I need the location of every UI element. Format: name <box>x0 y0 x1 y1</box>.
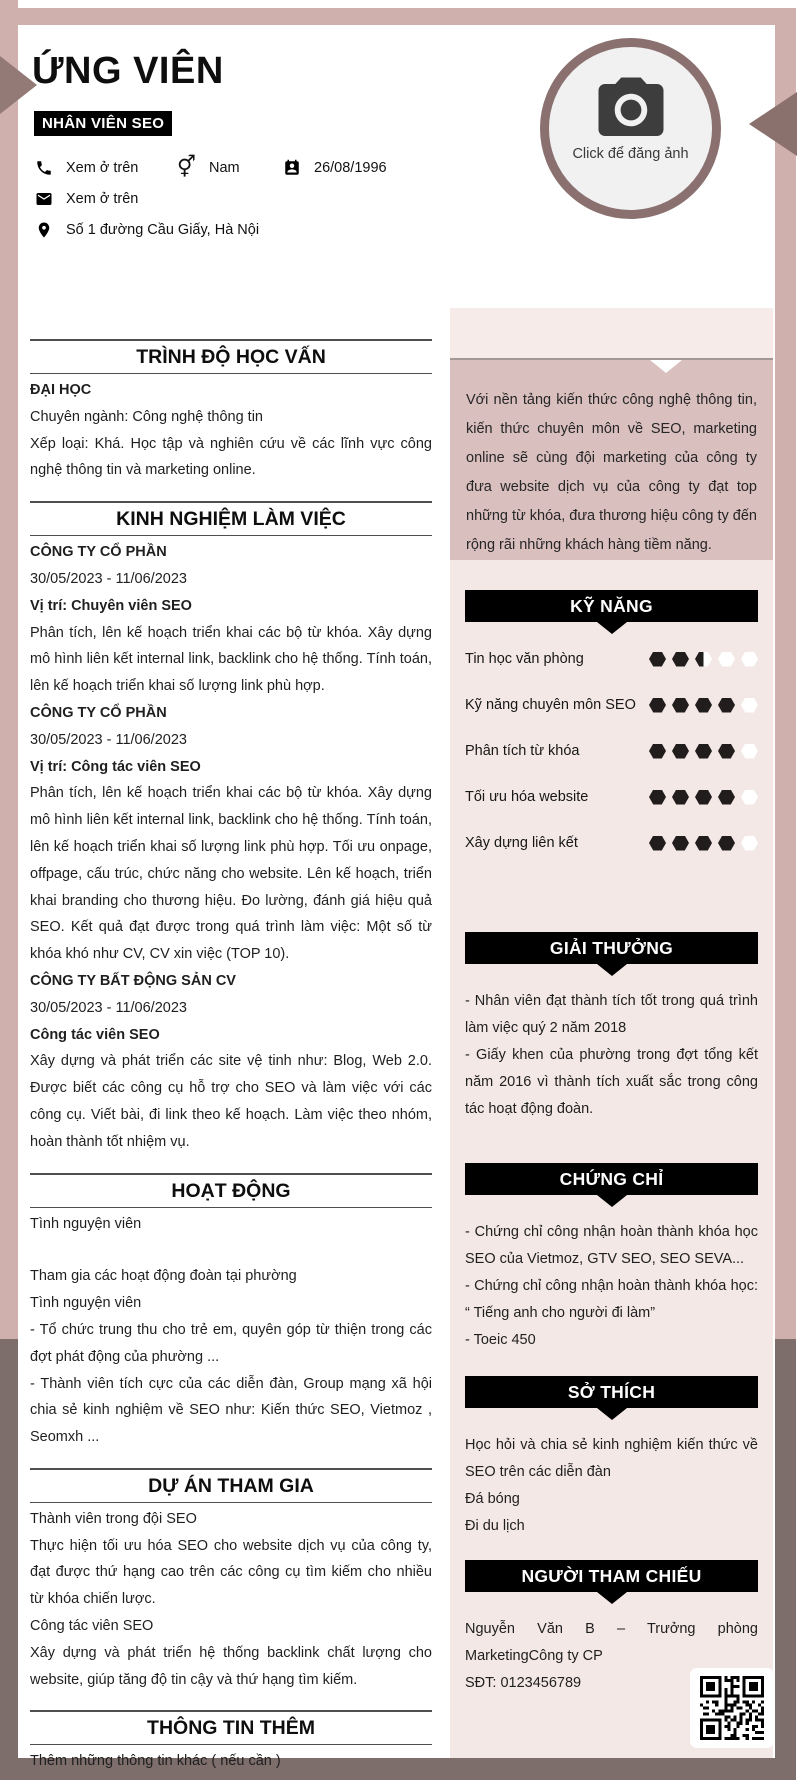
project-line: Thành viên trong đội SEO <box>30 1510 197 1527</box>
additional-info-line: Thêm những thông tin khác ( nếu cần ) <box>30 1753 281 1770</box>
skill-row <box>465 774 758 820</box>
skill-level-hexagon <box>672 652 689 667</box>
skill-level-hexagon <box>695 698 712 713</box>
skill-label: Phân tích từ khóa <box>465 743 580 759</box>
skill-level-dots <box>649 790 758 805</box>
skill-level-hexagon <box>718 836 735 851</box>
skill-level-hexagon <box>672 744 689 759</box>
right-edge-strip-top <box>775 8 796 1339</box>
skill-row <box>465 728 758 774</box>
certificates-body <box>465 1219 758 1354</box>
skill-level-hexagon <box>741 744 758 759</box>
contact-gender <box>177 158 282 177</box>
section-experience <box>30 501 432 1155</box>
hobby-line: Đi du lịch <box>465 1518 525 1534</box>
contact-birthday <box>282 158 387 177</box>
top-accent-bar <box>18 8 796 25</box>
hobby-line: Học hỏi và chia sẻ kinh nghiệm kiến thức về SEO trên các diễn đàn <box>465 1437 758 1480</box>
skill-level-hexagon <box>718 744 735 759</box>
skill-label: Kỹ năng chuyên môn SEO <box>465 697 636 713</box>
award-line: - Giấy khen của phường trong đợt tổng kết năm 2016 vì thành tích xuất sắc trong công tác hoạt động đoàn. <box>465 1047 758 1117</box>
skill-label: Xây dựng liên kết <box>465 835 578 851</box>
job-position: Vị trí: Chuyên viên SEO <box>30 597 192 614</box>
hobby-line: Đá bóng <box>465 1491 520 1507</box>
job-position: Vị trí: Công tác viên SEO <box>30 758 201 775</box>
skills-list <box>465 636 758 866</box>
reference-line: SĐT: 0123456789 <box>465 1675 582 1691</box>
contact-address-value: Số 1 đường Cầu Giấy, Hà Nội <box>66 221 260 238</box>
skill-level-hexagon <box>741 652 758 667</box>
job-company: CÔNG TY CỔ PHẦN <box>30 544 167 561</box>
skill-level-hexagon <box>695 836 712 851</box>
education-line: Xếp loại: Khá. Học tập và nghiên cứu về các lĩnh vực công nghệ thông tin và marketing online. <box>30 435 432 479</box>
summary-text: Với nền tảng kiến thức công nghệ thông tin, kiến thức chuyên môn về SEO, marketing online sẽ cùng đội marketing của công ty đưa website dịch vụ của công ty đạt top những từ khóa, đưa thương hiệu công ty đến rộng rãi những khách hàng tiềm năng. <box>450 358 773 584</box>
activity-line: Tình nguyện viên <box>30 1215 142 1232</box>
certificate-line: - Toeic 450 <box>465 1332 536 1348</box>
skill-row <box>465 820 758 866</box>
certificate-line: - Chứng chỉ công nhận hoàn thành khóa học: “ Tiếng anh cho người đi làm” <box>465 1278 758 1321</box>
job-position: Công tác viên SEO <box>30 1026 160 1043</box>
left-edge-strip-top <box>0 0 18 1339</box>
right-edge-strip-bottom <box>775 1339 796 1780</box>
skill-level-hexagon <box>695 790 712 805</box>
location-icon <box>34 220 53 239</box>
activity-line: Tham gia các hoạt động đoàn tại phường <box>30 1268 297 1285</box>
contact-phone <box>34 158 177 177</box>
project-line: Công tác viên SEO <box>30 1618 154 1635</box>
skill-level-hexagon <box>718 790 735 805</box>
photo-upload-label: Click để đăng ảnh <box>572 146 689 162</box>
section-projects-title: DỰ ÁN THAM GIA <box>30 1468 432 1503</box>
skill-level-dots <box>649 744 758 759</box>
section-activities-title: HOẠT ĐỘNG <box>30 1173 432 1208</box>
job-dates: 30/05/2023 - 11/06/2023 <box>30 731 187 748</box>
section-additional-info <box>30 1710 432 1775</box>
project-line: Xây dựng và phát triển hệ thống backlink chất lượng cho website, giúp tăng độ tin cậy và thứ hạng tìm kiếm. <box>30 1644 432 1688</box>
skill-row <box>465 636 758 682</box>
activity-line: - Tổ chức trung thu cho trẻ em, quyên góp từ thiện trong các đợt phát động của phường ... <box>30 1321 432 1365</box>
right-column <box>450 560 773 1758</box>
section-additional-info-title: THÔNG TIN THÊM <box>30 1710 432 1745</box>
activity-line: Tình nguyện viên <box>30 1295 142 1312</box>
contact-gender-value: Nam <box>209 159 240 176</box>
skill-level-hexagon <box>741 790 758 805</box>
section-activities <box>30 1173 432 1451</box>
skill-level-hexagon <box>649 744 666 759</box>
project-line: Thực hiện tối ưu hóa SEO cho website dịch vụ của công ty, đạt được thứ hạng cao trên các công cụ tìm kiếm cho nhiều từ khóa chiến lược. <box>30 1537 432 1608</box>
summary-callout <box>450 308 773 584</box>
right-arrow-decoration <box>749 92 797 156</box>
skill-level-hexagon <box>741 698 758 713</box>
section-certificates-banner: CHỨNG CHỈ <box>465 1163 758 1195</box>
left-edge-strip-bottom <box>0 1339 18 1780</box>
summary-callout-header <box>450 308 773 358</box>
skill-level-hexagon <box>695 652 712 667</box>
hobbies-body <box>465 1432 758 1540</box>
job-dates: 30/05/2023 - 11/06/2023 <box>30 570 187 587</box>
skill-level-hexagon <box>672 698 689 713</box>
job-description: Phân tích, lên kế hoạch triển khai các bộ từ khóa. Xây dựng mô hình liên kết internal link, backlink cho hệ thống. Tính toán, lên kế hoạch triển khai số lượng link phù hợp. <box>30 624 432 695</box>
section-hobbies-banner: SỞ THÍCH <box>465 1376 758 1408</box>
skill-level-hexagon <box>649 836 666 851</box>
skill-level-hexagon <box>649 652 666 667</box>
skill-label: Tin học văn phòng <box>465 651 584 667</box>
skill-level-dots <box>649 836 758 851</box>
contact-email <box>34 189 138 208</box>
job-dates: 30/05/2023 - 11/06/2023 <box>30 999 187 1016</box>
skill-level-dots <box>649 652 758 667</box>
left-column <box>30 339 432 1787</box>
section-education-title: TRÌNH ĐỘ HỌC VẤN <box>30 339 432 374</box>
section-awards-banner: GIẢI THƯỞNG <box>465 932 758 964</box>
job-company: CÔNG TY BẤT ĐỘNG SẢN CV <box>30 972 236 989</box>
education-school: ĐẠI HỌC <box>30 382 92 398</box>
candidate-name: ỨNG VIÊN <box>32 50 224 92</box>
skill-label: Tối ưu hóa website <box>465 789 589 805</box>
certificate-line: - Chứng chỉ công nhận hoàn thành khóa học SEO của Vietmoz, GTV SEO, SEO SEVA... <box>465 1224 758 1267</box>
contact-address <box>34 220 259 239</box>
activity-line <box>30 1237 432 1263</box>
phone-icon <box>34 158 53 177</box>
reference-line: Nguyễn Văn B – Trưởng phòng MarketingCông ty CP <box>465 1621 758 1664</box>
contact-phone-value: Xem ở trên <box>66 159 139 176</box>
gender-icon: ⚥ <box>177 156 196 179</box>
skill-level-hexagon <box>695 744 712 759</box>
skill-level-hexagon <box>741 836 758 851</box>
contact-info <box>34 152 444 245</box>
photo-upload-placeholder[interactable] <box>540 38 721 219</box>
education-line: Chuyên ngành: Công nghệ thông tin <box>30 408 263 425</box>
section-projects <box>30 1468 432 1694</box>
calendar-icon <box>282 158 301 177</box>
qr-code <box>690 1668 774 1748</box>
section-references-banner: NGƯỜI THAM CHIẾU <box>465 1560 758 1592</box>
award-line: - Nhân viên đạt thành tích tốt trong quá trình làm việc quý 2 năm 2018 <box>465 993 758 1036</box>
job-title-badge: NHÂN VIÊN SEO <box>34 111 172 136</box>
job-description: Xây dựng và phát triển các site vệ tinh như: Blog, Web 2.0. Được biết các công cụ hỗ trợ cho SEO và làm việc với các công cụ. Viết bài, đi link theo kế hoạch. Làm việc theo nhóm, hoàn thành tốt nhiệm vụ. <box>30 1053 432 1150</box>
job-company: CÔNG TY CỔ PHẦN <box>30 704 167 721</box>
skill-level-dots <box>649 698 758 713</box>
skill-level-hexagon <box>718 652 735 667</box>
section-experience-title: KINH NGHIỆM LÀM VIỆC <box>30 501 432 536</box>
activity-line: - Thành viên tích cực của các diễn đàn, Group mạng xã hội chia sẻ kinh nghiệm về SEO như: Kiến thức SEO, Vietmoz , Seomxh ... <box>30 1375 432 1446</box>
camera-icon <box>583 71 679 149</box>
skill-level-hexagon <box>672 790 689 805</box>
contact-email-value: Xem ở trên <box>66 190 139 207</box>
contact-birthday-value: 26/08/1996 <box>314 159 387 176</box>
section-skills-banner: KỸ NĂNG <box>465 590 758 622</box>
skill-level-hexagon <box>649 790 666 805</box>
skill-level-hexagon <box>672 836 689 851</box>
skill-row <box>465 682 758 728</box>
job-description: Phân tích, lên kế hoạch triển khai các bộ từ khóa. Xây dựng mô hình liên kết internal link, backlink cho hệ thống. Tính toán, lên kế hoạch triển khai số lượng link phù hợp. Tối ưu onpage, offpage, cấu trúc, chức năng cho website. Lên kế hoạch, triển khai branding cho thương hiệu. Đo lường, đánh giá hiệu quả SEO. Kết quả đạt được trong quá trình làm việc: Một số từ khóa khó như CV, CV xin việc (TOP 10). <box>30 785 432 963</box>
section-education <box>30 339 432 484</box>
mail-icon <box>34 189 53 208</box>
skill-level-hexagon <box>718 698 735 713</box>
skill-level-hexagon <box>649 698 666 713</box>
awards-body <box>465 988 758 1123</box>
